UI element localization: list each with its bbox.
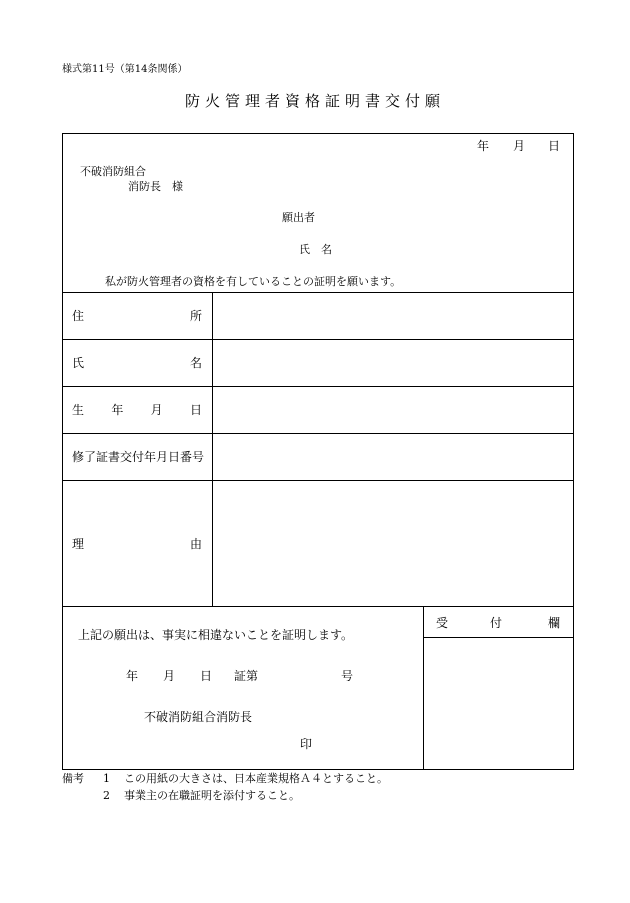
field-label-birthdate	[72, 404, 202, 416]
note-number: 1	[103, 772, 110, 785]
row-divider	[62, 606, 574, 607]
field-label-name	[72, 357, 202, 369]
seal-mark: 印	[300, 737, 313, 751]
row-divider	[62, 292, 574, 293]
row-divider	[62, 433, 574, 434]
cert-month: 月	[163, 669, 176, 683]
note-text: 事業主の在職証明を添付すること。	[124, 789, 300, 802]
row-divider	[62, 386, 574, 387]
date-year: 年	[477, 139, 490, 153]
certification-statement: 上記の願出は、事実に相違ないことを証明します。	[78, 628, 354, 642]
issuer-name: 不破消防組合消防長	[144, 710, 253, 724]
date-day: 日	[548, 139, 561, 153]
field-label-char: 由	[189, 537, 202, 551]
field-label-char: 名	[189, 356, 202, 370]
field-label-char: 日	[189, 403, 202, 417]
cert-number-suffix: 号	[341, 669, 354, 683]
note-number: 2	[103, 789, 110, 802]
reception-char: 受	[436, 616, 449, 630]
addressee-title: 消防長 様	[128, 180, 183, 193]
row-divider	[62, 480, 574, 481]
field-label-certificate: 修了証書交付年月日番号	[72, 450, 205, 464]
applicant-label: 願出者	[282, 211, 315, 224]
date-month: 月	[513, 139, 526, 153]
field-label-char: 月	[150, 403, 163, 417]
field-label-char: 年	[111, 403, 124, 417]
label-column-divider	[212, 292, 213, 606]
field-label-char: 生	[72, 403, 85, 417]
reception-column-divider	[423, 606, 424, 770]
field-label-address	[72, 310, 202, 322]
note-text: この用紙の大きさは、日本産業規格Ａ４とすること。	[124, 772, 388, 785]
notes-heading: 備考	[62, 772, 84, 785]
reception-char: 欄	[548, 616, 561, 630]
applicant-name-label: 氏 名	[299, 243, 332, 256]
cert-year: 年	[126, 669, 139, 683]
form-number: 様式第11号（第14条関係）	[62, 64, 188, 75]
reception-divider	[423, 637, 574, 638]
field-label-reason	[72, 538, 202, 550]
field-label-char: 理	[72, 537, 85, 551]
reception-char: 付	[490, 616, 503, 630]
cert-day: 日	[200, 669, 213, 683]
document-title: 防火管理者資格証明書交付願	[184, 92, 445, 110]
row-divider	[62, 339, 574, 340]
request-text: 私が防火管理者の資格を有していることの証明を願います。	[105, 275, 402, 288]
addressee-org: 不破消防組合	[80, 165, 146, 178]
cert-prefix: 証第	[234, 669, 259, 683]
field-label-char: 住	[72, 309, 85, 323]
field-label-char: 所	[189, 309, 202, 323]
field-label-char: 氏	[72, 356, 85, 370]
